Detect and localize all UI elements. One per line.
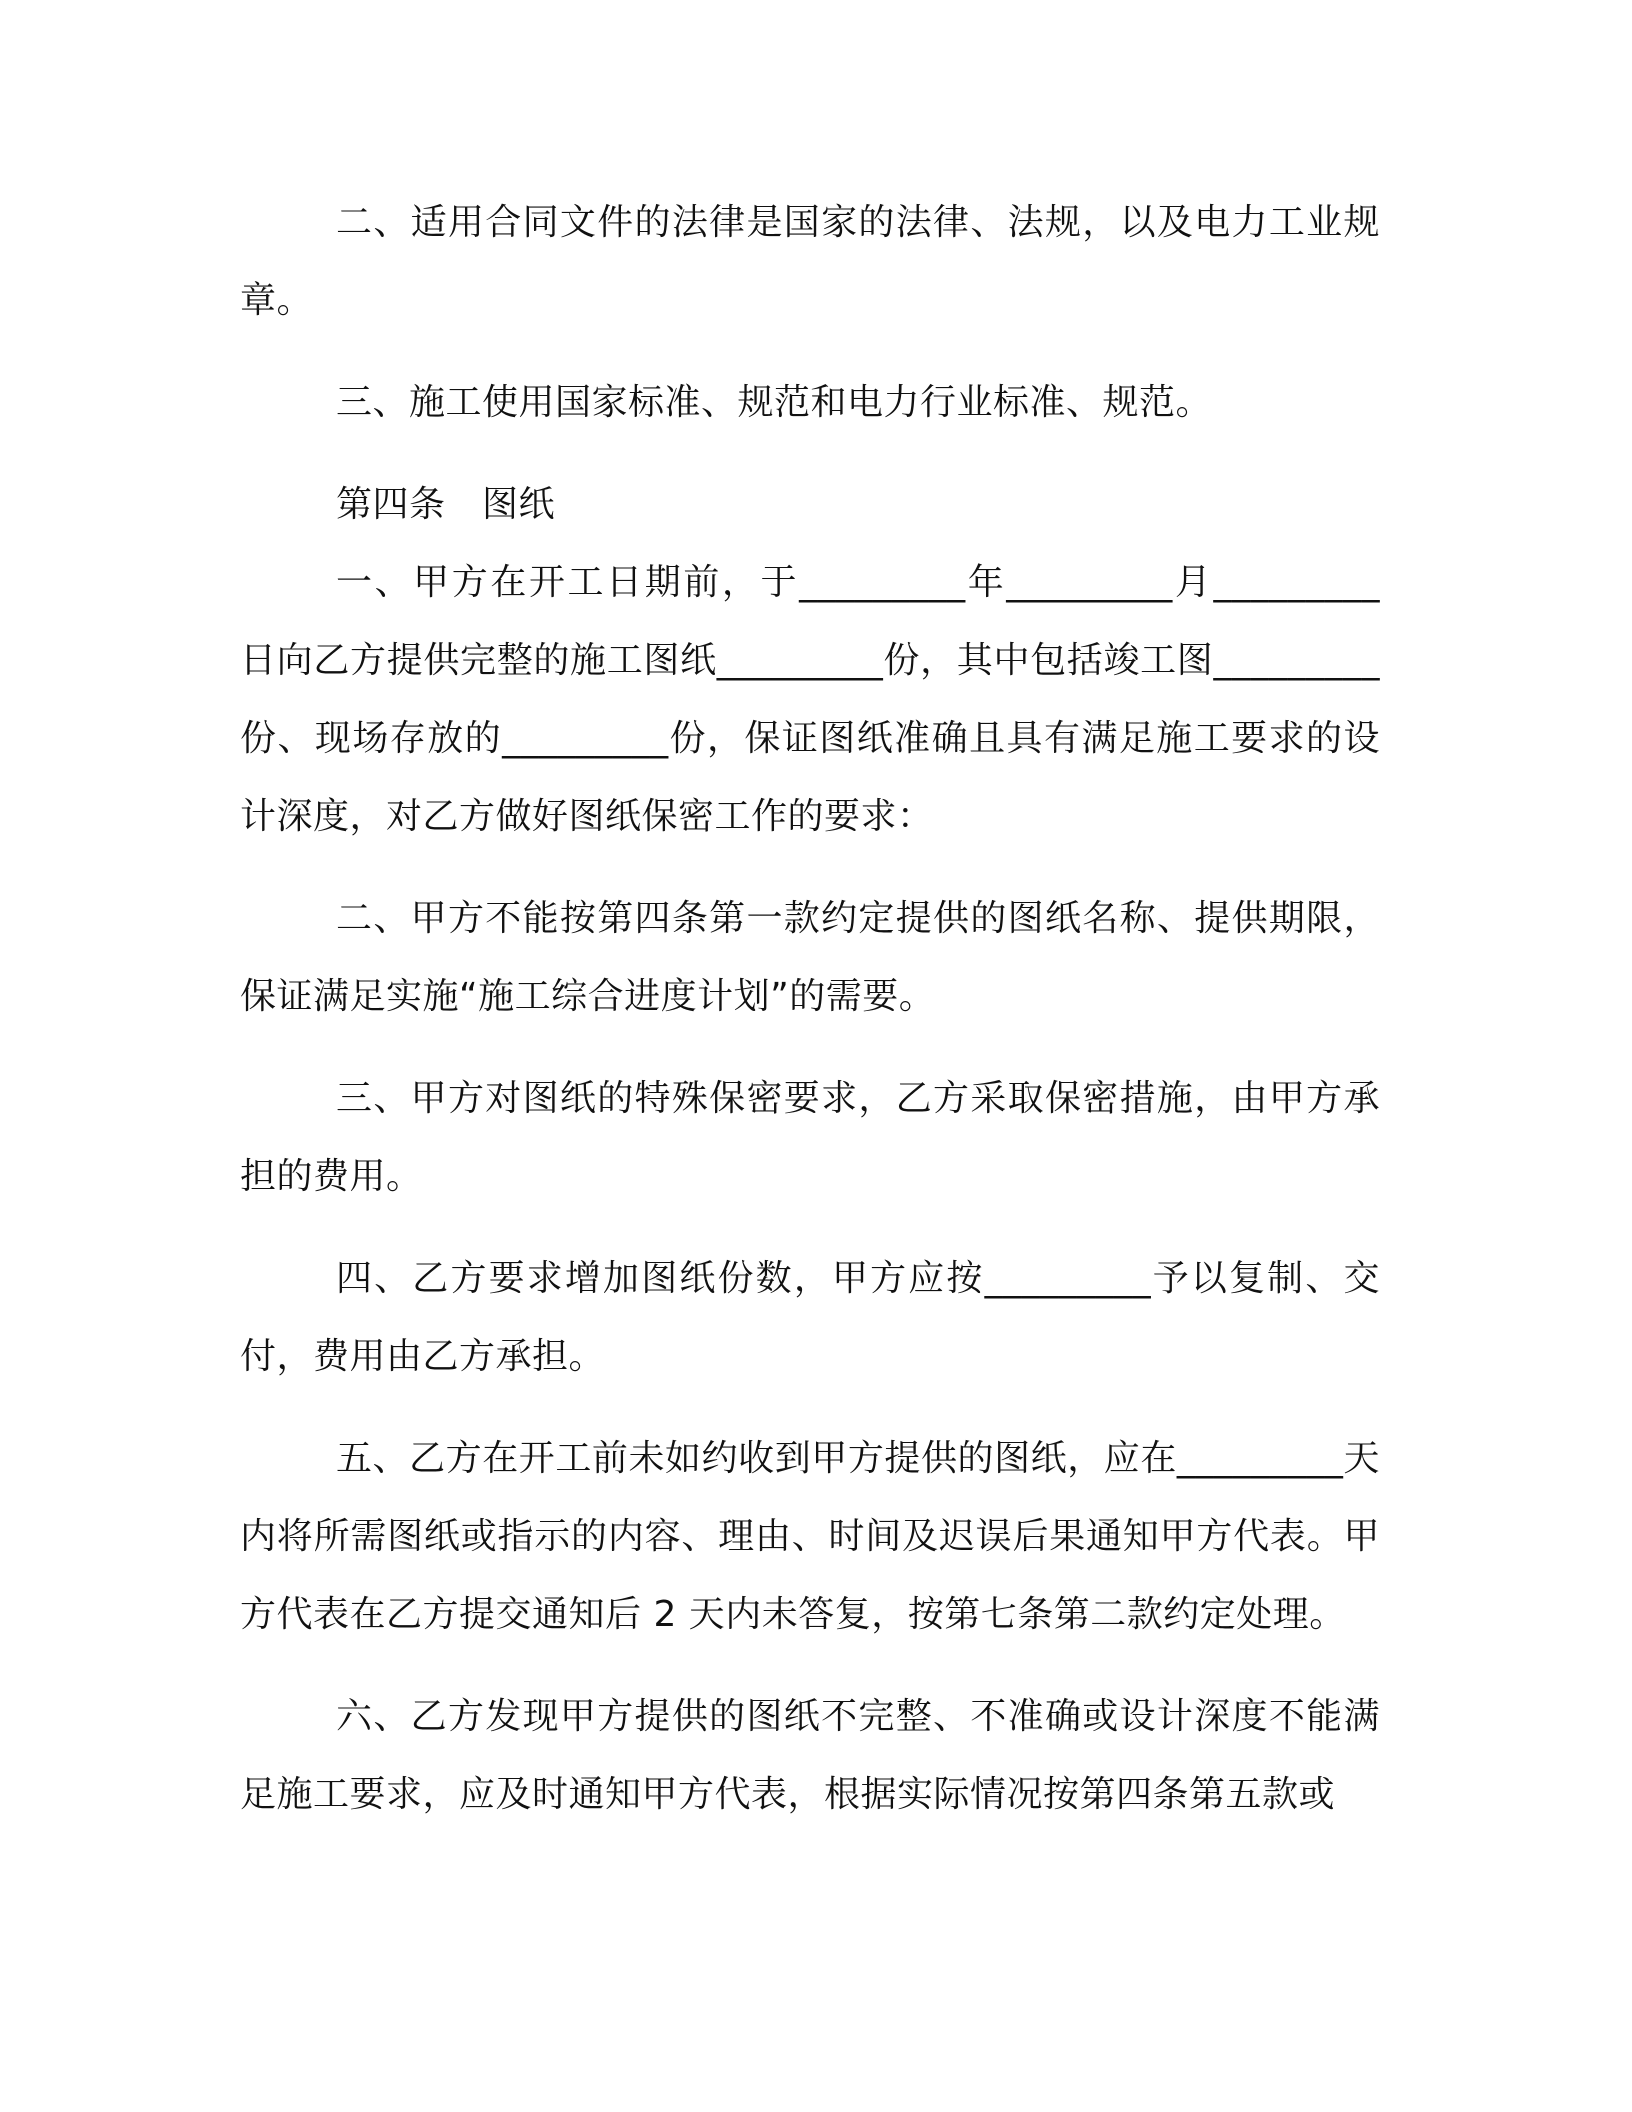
paragraph-drawings-provision: 一、甲方在开工日期前，于_________年_________月_________日向乙方提供完整的施工图纸_________份，其中包括竣工图_________份、现场存放的_________份，保证图纸准确且具有满足施工要求的设计深度，对乙方做好图纸保密工作的要求：	[240, 562, 1380, 837]
paragraph-applicable-law: 二、适用合同文件的法律是国家的法律、法规，以及电力工业规章。	[240, 202, 1380, 321]
paragraph-late-drawings: 五、乙方在开工前未如约收到甲方提供的图纸，应在_________天内将所需图纸或指示的内容、理由、时间及迟误后果通知甲方代表。甲方代表在乙方提交通知后 2 天内未答复，按第七条第二款约定处理。	[240, 1438, 1380, 1635]
paragraph-drawings-schedule: 二、甲方不能按第四条第一款约定提供的图纸名称、提供期限，保证满足实施“施工综合进度计划”的需要。	[240, 898, 1380, 1017]
paragraph-confidentiality: 三、甲方对图纸的特殊保密要求，乙方采取保密措施，由甲方承担的费用。	[240, 1078, 1380, 1197]
section-heading-drawings: 第四条 图纸	[336, 484, 556, 525]
paragraph-construction-standards: 三、施工使用国家标准、规范和电力行业标准、规范。	[336, 382, 1213, 423]
document-body	[240, 184, 1380, 1834]
paragraph-incomplete-drawings: 六、乙方发现甲方提供的图纸不完整、不准确或设计深度不能满足施工要求，应及时通知甲方代表，根据实际情况按第四条第五款或	[240, 1696, 1380, 1815]
paragraph-additional-copies: 四、乙方要求增加图纸份数，甲方应按_________予以复制、交付，费用由乙方承担。	[240, 1258, 1380, 1377]
